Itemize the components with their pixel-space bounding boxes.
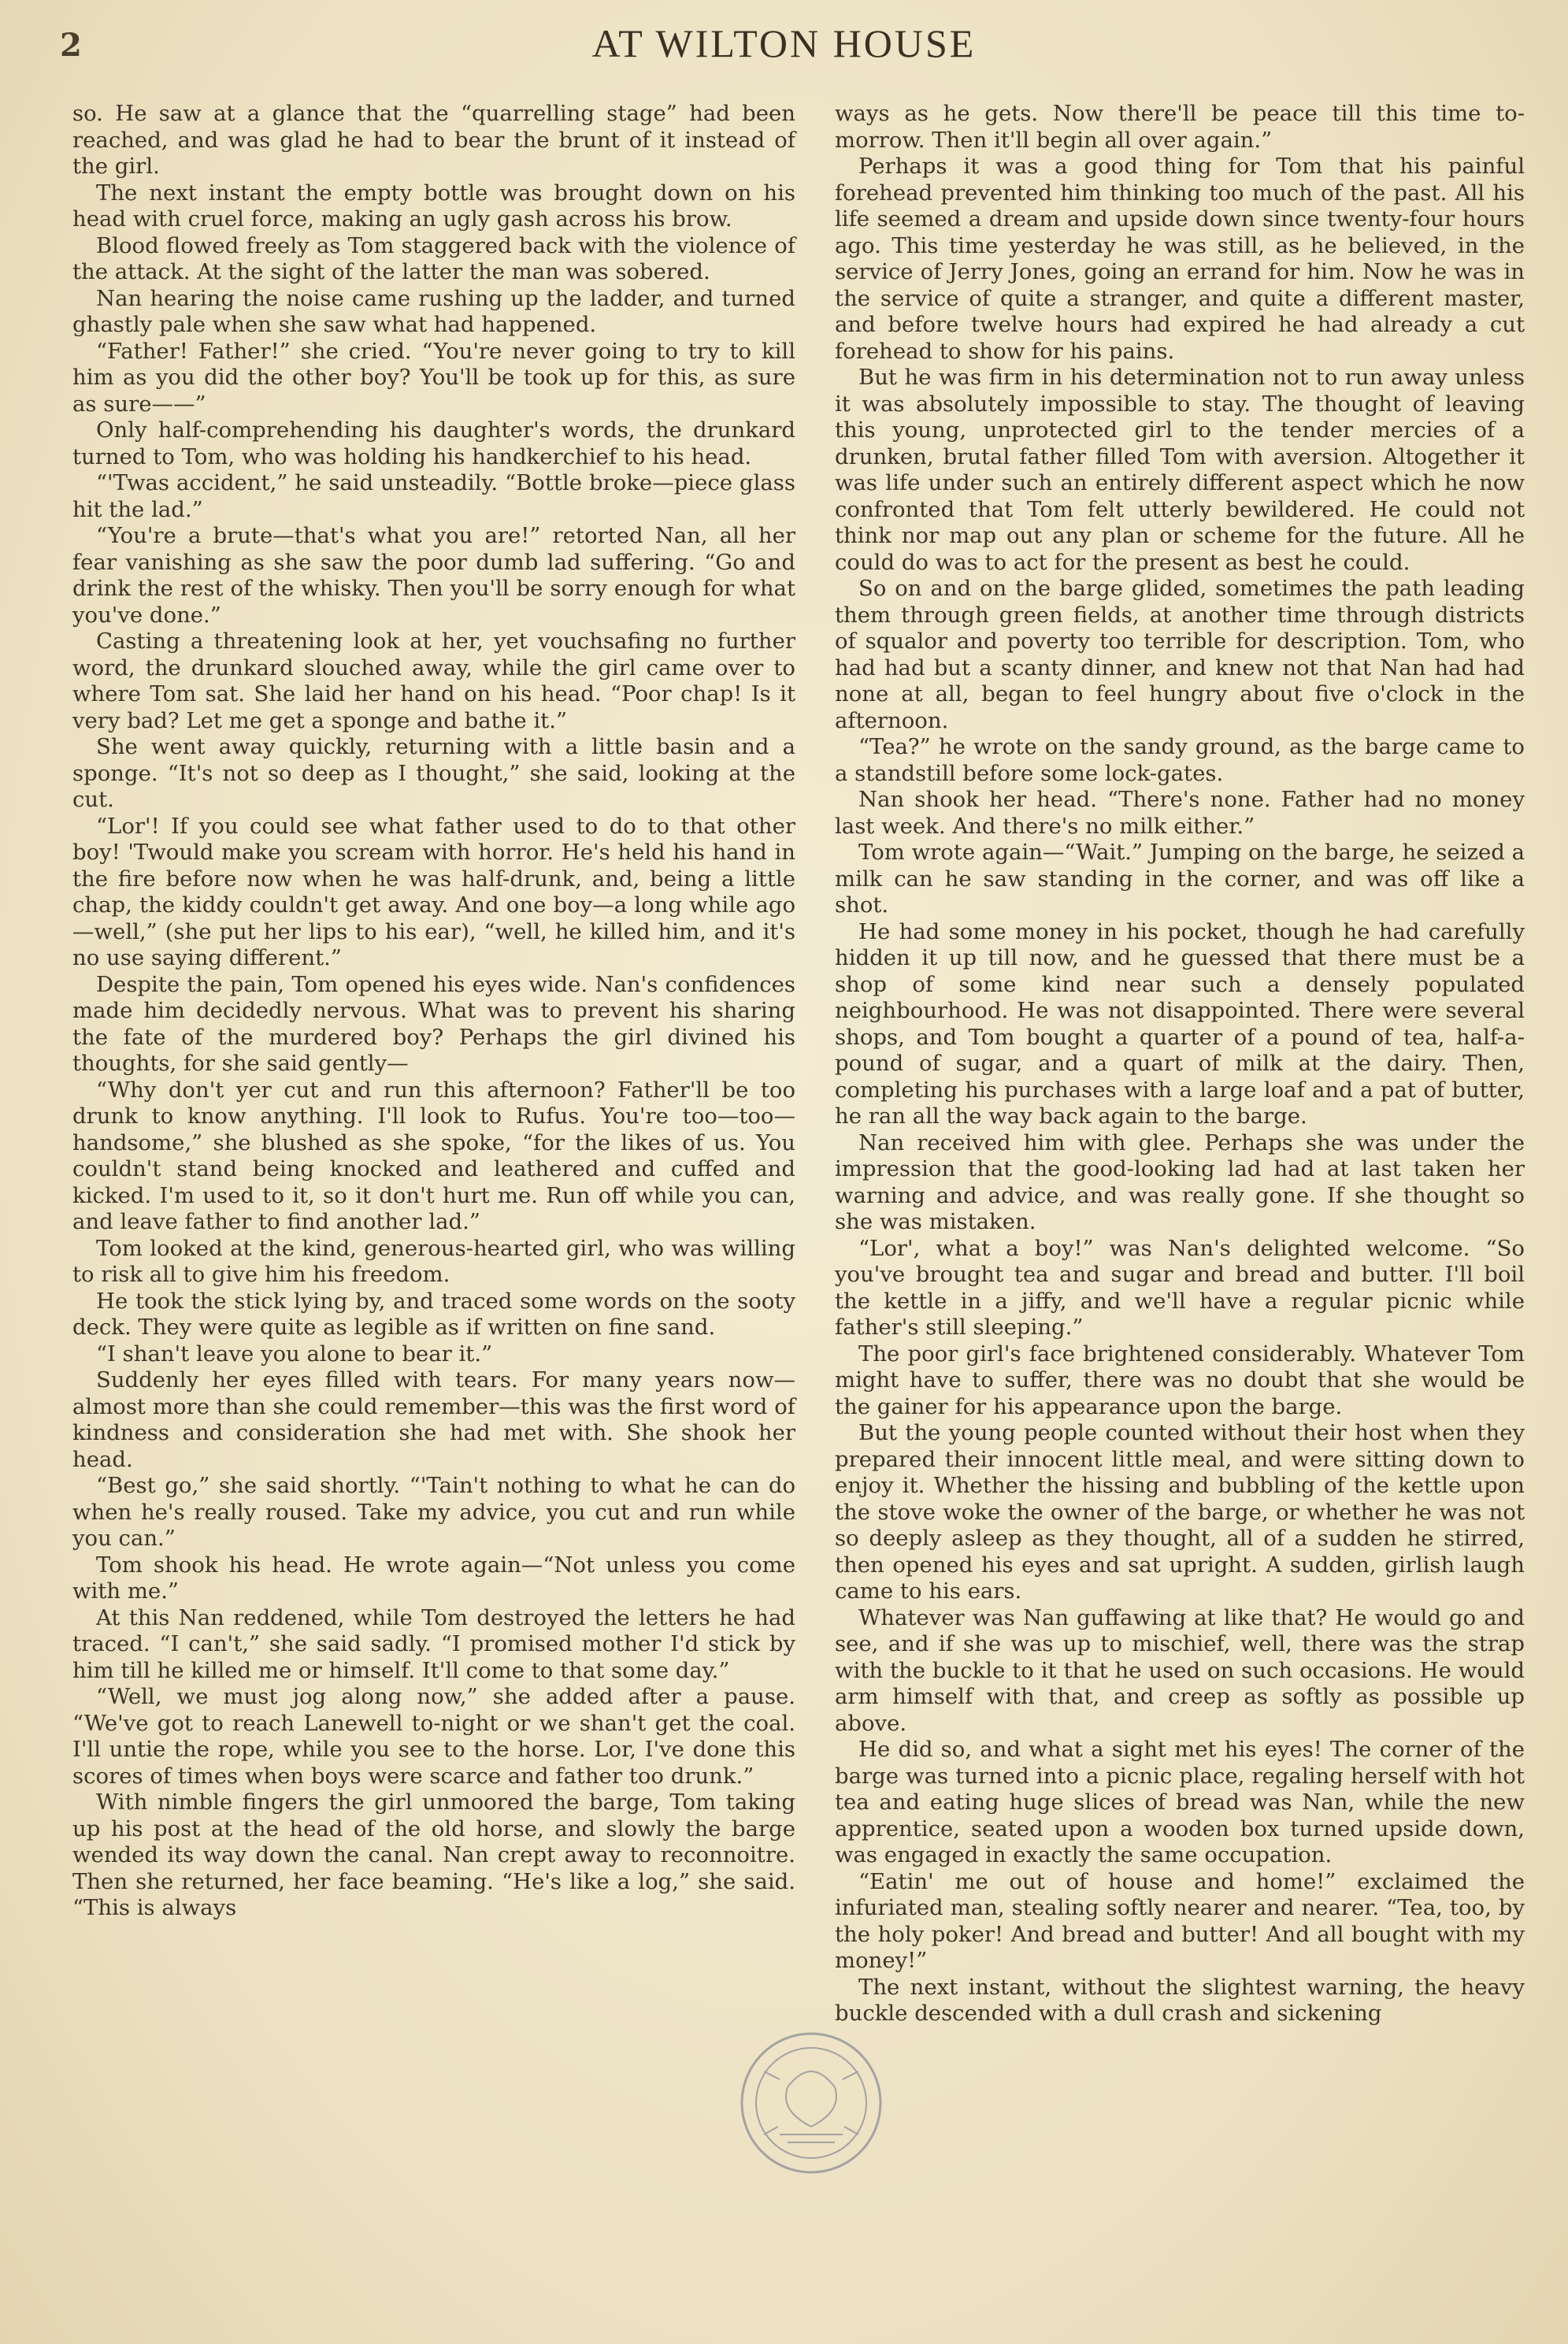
paragraph: “Why don't yer cut and run this afternoon? Father'll be too drunk to know anything. I'll look to Rufus. You're too—too—handsome,” she blushed as she spoke, “for the likes of us. You couldn't stand being knocked and leathered and cuffed and kicked. I'm used to it, so it don't hurt me. Run off while you can, and leave father to find another lad.” — [72, 1077, 795, 1234]
paragraph: Tom wrote again—“Wait.” Jumping on the barge, he seized a milk can he saw standing in the corner, and was off like a shot. — [835, 840, 1525, 918]
paragraph: But he was firm in his determination not to run away unless it was absolutely impossible to stay. The thought of leaving this young, unprotected girl to the tender mercies of a drunken, brutal father filled Tom with aversion. Altogether it was life under such an entirely different aspect which he now confronted that Tom felt utterly bewildered. He could not think nor map out any plan or scheme for the future. All he could do was to act for the present as best he could. — [835, 365, 1525, 575]
paragraph: At this Nan reddened, while Tom destroyed the letters he had traced. “I can't,” she said sadly. “I promised mother I'd stick by him till he killed me or himself. It'll come to that some day.” — [72, 1604, 795, 1683]
left-column — [72, 101, 795, 1922]
paragraph: “You're a brute—that's what you are!” retorted Nan, all her fear vanishing as she saw the poor dumb lad suffering. “Go and drink the rest of the whisky. Then you'll be sorry enough for what you've done.” — [72, 523, 795, 628]
paragraph: “Best go,” she said shortly. “'Tain't nothing to what he can do when he's really roused. Take my advice, you cut and run while you can.” — [72, 1473, 795, 1551]
paragraph: But the young people counted without their host when they prepared their innocent little meal, and were sitting down to enjoy it. Whether the hissing and bubbling of the kettle upon the stove woke the owner of the barge, or whether he was not so deeply asleep as they thought, all of a sudden he stirred, then opened his eyes and sat upright. A sudden, girlish laugh came to his ears. — [835, 1420, 1525, 1604]
paragraph: “Well, we must jog along now,” she added after a pause. “We've got to reach Lanewell to-night or we shan't get the coal. I'll untie the rope, while you see to the horse. Lor, I've done this scores of times when boys were scarce and father too drunk.” — [72, 1684, 795, 1789]
paragraph: Tom shook his head. He wrote again—“Not unless you come with me.” — [72, 1552, 795, 1604]
paragraph: so. He saw at a glance that the “quarrelling stage” had been reached, and was glad he had to bear the brunt of it instead of the girl. — [72, 101, 795, 179]
paragraph: He took the stick lying by, and traced some words on the sooty deck. They were quite as legible as if written on fine sand. — [72, 1288, 795, 1340]
paragraph: “'Twas accident,” he said unsteadily. “Bottle broke—piece glass hit the lad.” — [72, 470, 795, 522]
paragraph: Despite the pain, Tom opened his eyes wide. Nan's confidences made him decidedly nervous. What was to prevent his sharing the fate of the murdered boy? Perhaps the girl divined his thoughts, for she said gently— — [72, 971, 795, 1076]
right-column — [835, 101, 1525, 2027]
paragraph: He did so, and what a sight met his eyes! The corner of the barge was turned into a picnic place, regaling herself with hot tea and eating huge slices of bread was Nan, while the new apprentice, seated upon a wooden box turned upside down, was engaged in exactly the same occupation. — [835, 1737, 1525, 1867]
page-number: 2 — [60, 27, 82, 64]
paragraph: “Father! Father!” she cried. “You're never going to try to kill him as you did the other boy? You'll be took up for this, as sure as sure——” — [72, 338, 795, 417]
paragraph: Only half-comprehending his daughter's words, the drunkard turned to Tom, who was holding his handkerchief to his head. — [72, 417, 795, 469]
paragraph: Blood flowed freely as Tom staggered back with the violence of the attack. At the sight of the latter the man was sobered. — [72, 232, 795, 284]
paragraph: Suddenly her eyes filled with tears. For many years now—almost more than she could remember—this was the first word of kindness and consideration she had met with. She shook her head. — [72, 1367, 795, 1472]
paragraph: So on and on the barge glided, sometimes the path leading them through green fields, at another time through districts of squalor and poverty too terrible for description. Tom, who had had but a scanty dinner, and knew not that Nan had had none at all, began to feel hungry about five o'clock in the afternoon. — [835, 576, 1525, 733]
paragraph: Perhaps it was a good thing for Tom that his painful forehead prevented him thinking too much of the past. All his life seemed a dream and upside down since twenty-four hours ago. This time yesterday he was still, as he believed, in the service of Jerry Jones, going an errand for him. Now he was in the service of quite a stranger, and quite a different master, and before twelve hours had expired he had already a cut forehead to show for his pains. — [835, 154, 1525, 364]
paragraph: The next instant, without the slightest warning, the heavy buckle descended with a dull crash and sickening — [835, 1974, 1525, 2026]
paragraph: ways as he gets. Now there'll be peace till this time to-morrow. Then it'll begin all over again.” — [835, 101, 1525, 153]
library-stamp-icon — [732, 2024, 890, 2182]
paragraph: “Eatin' me out of house and home!” exclaimed the infuriated man, stealing softly nearer and nearer. “Tea, too, by the holy poker! And bread and butter! And all bought with my money!” — [835, 1868, 1525, 1973]
running-head: AT WILTON HOUSE — [591, 21, 977, 65]
paragraph: Casting a threatening look at her, yet vouchsafing no further word, the drunkard slouched away, while the girl came over to where Tom sat. She laid her hand on his head. “Poor chap! Is it very bad? Let me get a sponge and bathe it.” — [72, 629, 795, 733]
paragraph: Nan received him with glee. Perhaps she was under the impression that the good-looking lad had at last taken her warning and advice, and was really gone. If she thought so she was mistaken. — [835, 1129, 1525, 1234]
paragraph: The poor girl's face brightened considerably. Whatever Tom might have to suffer, there was no doubt that she would be the gainer for his appearance upon the barge. — [835, 1341, 1525, 1419]
paragraph: “Lor', what a boy!” was Nan's delighted welcome. “So you've brought tea and sugar and bread and butter. I'll boil the kettle in a jiffy, and we'll have a regular picnic while father's still sleeping.” — [835, 1235, 1525, 1340]
paragraph: “Tea?” he wrote on the sandy ground, as the barge came to a standstill before some lock-gates. — [835, 734, 1525, 786]
paragraph: Nan shook her head. “There's none. Father had no money last week. And there's no milk either.” — [835, 787, 1525, 839]
paragraph: Whatever was Nan guffawing at like that? He would go and see, and if she was up to mischief, well, there was the strap with the buckle to it that he used on such occasions. He would arm himself with that, and creep as softly as possible up above. — [835, 1604, 1525, 1736]
paragraph: “Lor'! If you could see what father used to do to that other boy! 'Twould make you scream with horror. He's held his hand in the fire before now when he was half-drunk, and, being a little chap, the kiddy couldn't get away. And one boy—a long while ago—well,” (she put her lips to his ear), “well, he killed him, and it's no use saying different.” — [72, 813, 795, 970]
paragraph: He had some money in his pocket, though he had carefully hidden it up till now, and he guessed that there must be a shop of some kind near such a densely populated neighbourhood. He was not disappointed. There were several shops, and Tom bought a quarter of a pound of tea, half-a-pound of sugar, and a quart of milk at the dairy. Then, completing his purchases with a large loaf and a pat of butter, he ran all the way back again to the barge. — [835, 918, 1525, 1129]
paragraph: With nimble fingers the girl unmoored the barge, Tom taking up his post at the head of the old horse, and slowly the barge wended its way down the canal. Nan crept away to reconnoitre. Then she returned, her face beaming. “He's like a log,” she said. “This is always — [72, 1790, 795, 1920]
paragraph: Nan hearing the noise came rushing up the ladder, and turned ghastly pale when she saw what had happened. — [72, 285, 795, 337]
paragraph: “I shan't leave you alone to bear it.” — [96, 1341, 493, 1367]
paragraph: The next instant the empty bottle was brought down on his head with cruel force, making an ugly gash across his brow. — [72, 180, 795, 232]
paragraph: She went away quickly, returning with a little basin and a sponge. “It's not so deep as I thought,” she said, looking at the cut. — [72, 734, 795, 812]
paragraph: Tom looked at the kind, generous-hearted girl, who was willing to risk all to give him his freedom. — [72, 1235, 795, 1287]
